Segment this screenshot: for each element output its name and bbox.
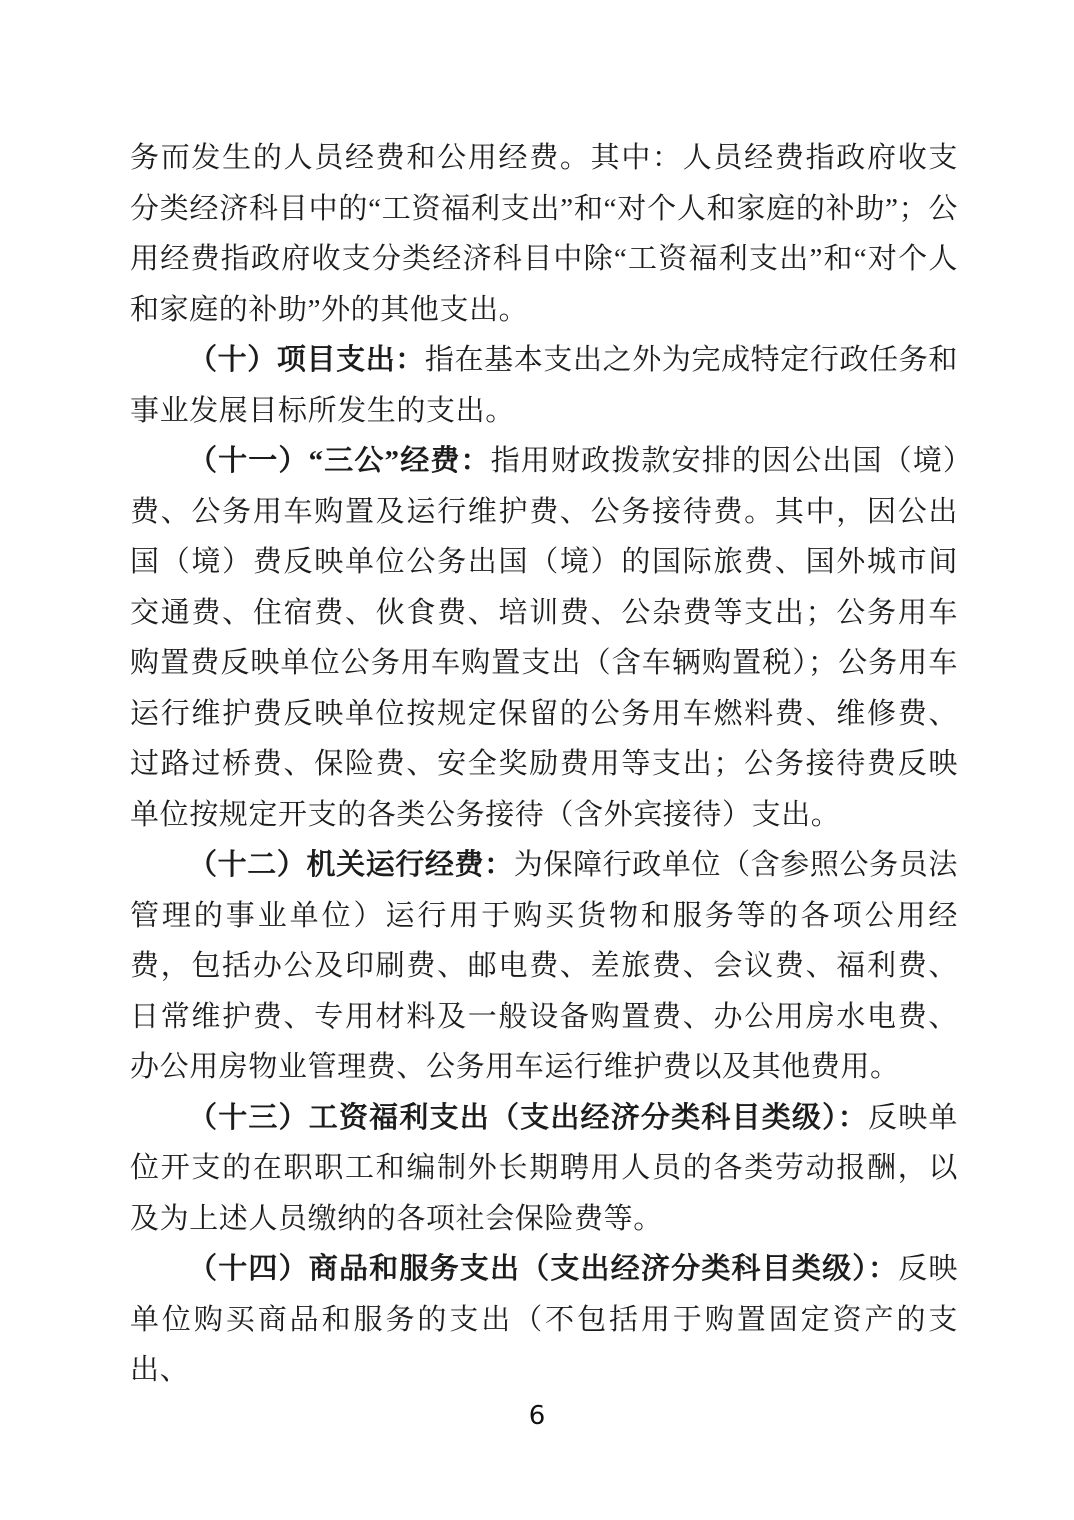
paragraph-text: 反映单位购买商品和服务的支出（不包括用于购置固定资产的支出、 xyxy=(130,1253,958,1386)
paragraph xyxy=(130,840,958,1093)
paragraph-heading-text: （十三）工资福利支出（支出经济分类科目类级）： xyxy=(188,1101,868,1134)
paragraph-heading-text: （十二）机关运行经费： xyxy=(188,849,514,881)
page-number: 6 xyxy=(528,1401,546,1431)
paragraph-heading-text: （十一）“三公”经费： xyxy=(188,445,491,477)
paragraph xyxy=(130,436,958,840)
paragraph xyxy=(130,1244,958,1396)
paragraph-heading-text: （十四）商品和服务支出（支出经济分类科目类级）： xyxy=(188,1253,899,1285)
paragraph xyxy=(130,335,958,436)
paragraph xyxy=(130,133,958,335)
paragraph-heading-text: （十）项目支出： xyxy=(188,344,425,376)
paragraph-text: 为保障行政单位（含参照公务员法管理的事业单位）运行用于购买货物和服务等的各项公用经费，包括办公及印刷费、邮电费、差旅费、会议费、福利费、日常维护费、专用材料及一般设备购置费、办公用房水电费、办公用房物业管理费、公务用车运行维护费以及其他费用。 xyxy=(130,849,958,1083)
paragraph-text: 指用财政拨款安排的因公出国（境）费、公务用车购置及运行维护费、公务接待费。其中，因公出国（境）费反映单位公务出国（境）的国际旅费、国外城市间交通费、住宿费、伙食费、培训费、公杂费等支出；公务用车购置费反映单位公务用车购置支出（含车辆购置税）；公务用车运行维护费反映单位按规定保留的公务用车燃料费、维修费、过路过桥费、保险费、安全奖励费用等支出；公务接待费反映单位按规定开支的各类公务接待（含外宾接待）支出。 xyxy=(130,445,958,831)
paragraph xyxy=(130,1093,958,1245)
paragraph-text: 务而发生的人员经费和公用经费。其中：人员经费指政府收支分类经济科目中的“工资福利支出”和“对个人和家庭的补助”；公用经费指政府收支分类经济科目中除“工资福利支出”和“对个人和家庭的补助”外的其他支出。 xyxy=(130,142,958,326)
document-body xyxy=(130,133,958,1396)
paragraph-text: 指在基本支出之外为完成特定行政任务和事业发展目标所发生的支出。 xyxy=(130,344,958,427)
paragraph-text: 反映单位开支的在职职工和编制外长期聘用人员的各类劳动报酬，以及为上述人员缴纳的各项社会保险费等。 xyxy=(130,1101,958,1235)
